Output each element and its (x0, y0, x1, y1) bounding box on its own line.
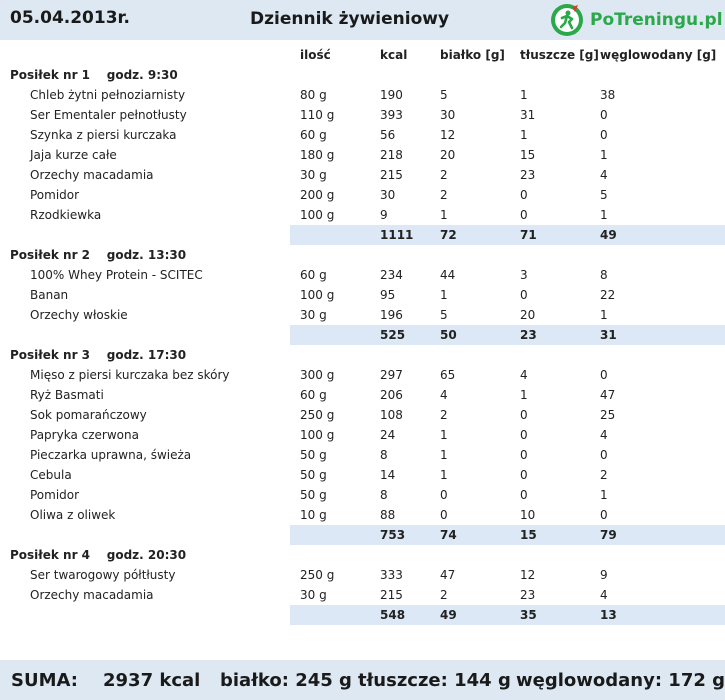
diary-date: 05.04.2013r. (10, 8, 130, 28)
food-carbs: 0 (600, 448, 608, 462)
food-name: Banan (30, 288, 69, 302)
food-protein: 30 (440, 108, 456, 122)
food-qty: 60 g (300, 388, 327, 402)
food-fat: 0 (520, 208, 528, 222)
food-kcal: 196 (380, 308, 403, 322)
food-kcal: 333 (380, 568, 403, 582)
food-qty: 100 g (300, 288, 335, 302)
total-kcal: 525 (380, 328, 406, 342)
food-fat: 3 (520, 268, 528, 282)
summary-carbs: węglowodany: 172 g (516, 670, 725, 691)
total-carbs: 79 (600, 528, 617, 542)
total-protein: 72 (440, 228, 457, 242)
food-carbs: 1 (600, 488, 608, 502)
food-fat: 31 (520, 108, 536, 122)
food-row (0, 85, 725, 105)
meal-total-row (290, 325, 725, 345)
food-carbs: 1 (600, 208, 608, 222)
food-name: Papryka czerwona (30, 428, 139, 442)
food-protein: 2 (440, 408, 448, 422)
food-fat: 0 (520, 448, 528, 462)
food-qty: 30 g (300, 308, 327, 322)
food-kcal: 206 (380, 388, 403, 402)
total-protein: 50 (440, 328, 457, 342)
food-row (0, 585, 725, 605)
food-qty: 30 g (300, 588, 327, 602)
col-header-carbs: węglowodany [g] (600, 48, 717, 62)
food-kcal: 88 (380, 508, 396, 522)
food-carbs: 1 (600, 308, 608, 322)
food-protein: 1 (440, 468, 448, 482)
food-protein: 2 (440, 188, 448, 202)
food-name: Ryż Basmati (30, 388, 104, 402)
total-kcal: 1111 (380, 228, 414, 242)
food-qty: 50 g (300, 488, 327, 502)
food-kcal: 215 (380, 168, 403, 182)
food-fat: 23 (520, 588, 536, 602)
food-row (0, 265, 725, 285)
meal-header: Posiłek nr 1 godz. 9:30 (10, 68, 178, 82)
food-kcal: 9 (380, 208, 388, 222)
food-carbs: 4 (600, 168, 608, 182)
food-protein: 0 (440, 488, 448, 502)
food-fat: 15 (520, 148, 536, 162)
food-row (0, 385, 725, 405)
food-qty: 60 g (300, 268, 327, 282)
food-row (0, 105, 725, 125)
food-qty: 100 g (300, 428, 335, 442)
food-row (0, 125, 725, 145)
food-protein: 1 (440, 428, 448, 442)
food-qty: 200 g (300, 188, 335, 202)
food-protein: 44 (440, 268, 456, 282)
food-fat: 0 (520, 428, 528, 442)
food-kcal: 8 (380, 448, 388, 462)
food-name: Ser twarogowy półtłusty (30, 568, 176, 582)
food-fat: 20 (520, 308, 536, 322)
food-protein: 4 (440, 388, 448, 402)
food-fat: 4 (520, 368, 528, 382)
food-carbs: 0 (600, 368, 608, 382)
food-name: Pomidor (30, 188, 80, 202)
total-fat: 15 (520, 528, 537, 542)
col-header-fat: tłuszcze [g] (520, 48, 599, 62)
meal-total-row (290, 225, 725, 245)
total-carbs: 31 (600, 328, 617, 342)
food-fat: 1 (520, 128, 528, 142)
total-fat: 35 (520, 608, 537, 622)
food-name: Pieczarka uprawna, świeża (30, 448, 192, 462)
meal-total-row (290, 525, 725, 545)
food-carbs: 25 (600, 408, 616, 422)
food-name: Pomidor (30, 488, 80, 502)
food-protein: 2 (440, 168, 448, 182)
meal-header: Posiłek nr 2 godz. 13:30 (10, 248, 187, 262)
food-name: Jaja kurze całe (30, 148, 117, 162)
food-qty: 180 g (300, 148, 335, 162)
food-name: Rzodkiewka (30, 208, 102, 222)
food-fat: 0 (520, 468, 528, 482)
food-protein: 1 (440, 448, 448, 462)
food-fat: 0 (520, 488, 528, 502)
food-carbs: 2 (600, 468, 608, 482)
food-kcal: 190 (380, 88, 403, 102)
food-kcal: 218 (380, 148, 403, 162)
food-carbs: 38 (600, 88, 616, 102)
food-carbs: 1 (600, 148, 608, 162)
food-kcal: 14 (380, 468, 396, 482)
food-kcal: 30 (380, 188, 396, 202)
food-qty: 110 g (300, 108, 335, 122)
food-name: Mięso z piersi kurczaka bez skóry (30, 368, 230, 382)
food-qty: 250 g (300, 568, 335, 582)
food-carbs: 22 (600, 288, 616, 302)
food-kcal: 95 (380, 288, 396, 302)
food-qty: 300 g (300, 368, 335, 382)
food-name: Cebula (30, 468, 72, 482)
meal-header: Posiłek nr 3 godz. 17:30 (10, 348, 187, 362)
food-qty: 80 g (300, 88, 327, 102)
food-protein: 2 (440, 588, 448, 602)
food-name: Orzechy macadamia (30, 168, 154, 182)
food-fat: 0 (520, 288, 528, 302)
food-qty: 10 g (300, 508, 327, 522)
food-kcal: 234 (380, 268, 403, 282)
food-row (0, 285, 725, 305)
food-protein: 0 (440, 508, 448, 522)
food-kcal: 393 (380, 108, 403, 122)
food-name: Ser Ementaler pełnotłusty (30, 108, 187, 122)
food-kcal: 8 (380, 488, 388, 502)
food-row (0, 205, 725, 225)
food-qty: 50 g (300, 448, 327, 462)
meal-total-row (290, 605, 725, 625)
food-protein: 5 (440, 308, 448, 322)
food-name: Orzechy włoskie (30, 308, 128, 322)
food-row (0, 165, 725, 185)
food-kcal: 56 (380, 128, 396, 142)
food-row (0, 565, 725, 585)
food-carbs: 0 (600, 128, 608, 142)
food-row (0, 365, 725, 385)
food-qty: 100 g (300, 208, 335, 222)
food-carbs: 4 (600, 428, 608, 442)
food-name: Szynka z piersi kurczaka (30, 128, 177, 142)
food-row (0, 485, 725, 505)
total-carbs: 49 (600, 228, 617, 242)
total-fat: 23 (520, 328, 537, 342)
total-protein: 74 (440, 528, 457, 542)
food-fat: 12 (520, 568, 536, 582)
food-fat: 23 (520, 168, 536, 182)
food-carbs: 8 (600, 268, 608, 282)
food-name: Sok pomarańczowy (30, 408, 147, 422)
food-qty: 60 g (300, 128, 327, 142)
food-row (0, 425, 725, 445)
food-carbs: 47 (600, 388, 616, 402)
total-kcal: 753 (380, 528, 406, 542)
food-carbs: 9 (600, 568, 608, 582)
food-carbs: 5 (600, 188, 608, 202)
food-protein: 65 (440, 368, 456, 382)
food-qty: 30 g (300, 168, 327, 182)
col-header-kcal: kcal (380, 48, 408, 62)
runner-logo-icon (550, 3, 584, 37)
food-protein: 47 (440, 568, 456, 582)
site-logo[interactable] (550, 3, 723, 37)
page-title: Dziennik żywieniowy (250, 9, 450, 29)
col-header-protein: białko [g] (440, 48, 505, 62)
food-row (0, 465, 725, 485)
food-protein: 20 (440, 148, 456, 162)
food-row (0, 305, 725, 325)
food-kcal: 297 (380, 368, 403, 382)
food-name: Chleb żytni pełnoziarnisty (30, 88, 186, 102)
food-carbs: 0 (600, 108, 608, 122)
food-carbs: 0 (600, 508, 608, 522)
header-bar (0, 0, 725, 40)
summary-kcal: 2937 kcal (103, 670, 201, 691)
food-name: 100% Whey Protein - SCITEC (30, 268, 203, 282)
total-fat: 71 (520, 228, 537, 242)
total-kcal: 548 (380, 608, 406, 622)
summary-bar (0, 660, 725, 700)
food-name: Orzechy macadamia (30, 588, 154, 602)
food-protein: 5 (440, 88, 448, 102)
col-header-qty: ilość (300, 48, 331, 62)
food-row (0, 445, 725, 465)
food-name: Oliwa z oliwek (30, 508, 116, 522)
meal-header: Posiłek nr 4 godz. 20:30 (10, 548, 187, 562)
food-row (0, 405, 725, 425)
food-row (0, 145, 725, 165)
food-fat: 10 (520, 508, 536, 522)
food-row (0, 505, 725, 525)
summary-fat: tłuszcze: 144 g (358, 670, 511, 691)
summary-label: SUMA: (11, 670, 78, 691)
summary-protein: białko: 245 g (220, 670, 352, 691)
food-protein: 1 (440, 288, 448, 302)
food-fat: 0 (520, 408, 528, 422)
food-qty: 50 g (300, 468, 327, 482)
food-carbs: 4 (600, 588, 608, 602)
food-fat: 1 (520, 388, 528, 402)
food-row (0, 185, 725, 205)
food-fat: 1 (520, 88, 528, 102)
food-kcal: 215 (380, 588, 403, 602)
food-qty: 250 g (300, 408, 335, 422)
food-kcal: 24 (380, 428, 396, 442)
total-carbs: 13 (600, 608, 617, 622)
food-protein: 12 (440, 128, 456, 142)
food-protein: 1 (440, 208, 448, 222)
food-kcal: 108 (380, 408, 403, 422)
food-fat: 0 (520, 188, 528, 202)
logo-text: PoTreningu.pl (590, 10, 723, 30)
total-protein: 49 (440, 608, 457, 622)
